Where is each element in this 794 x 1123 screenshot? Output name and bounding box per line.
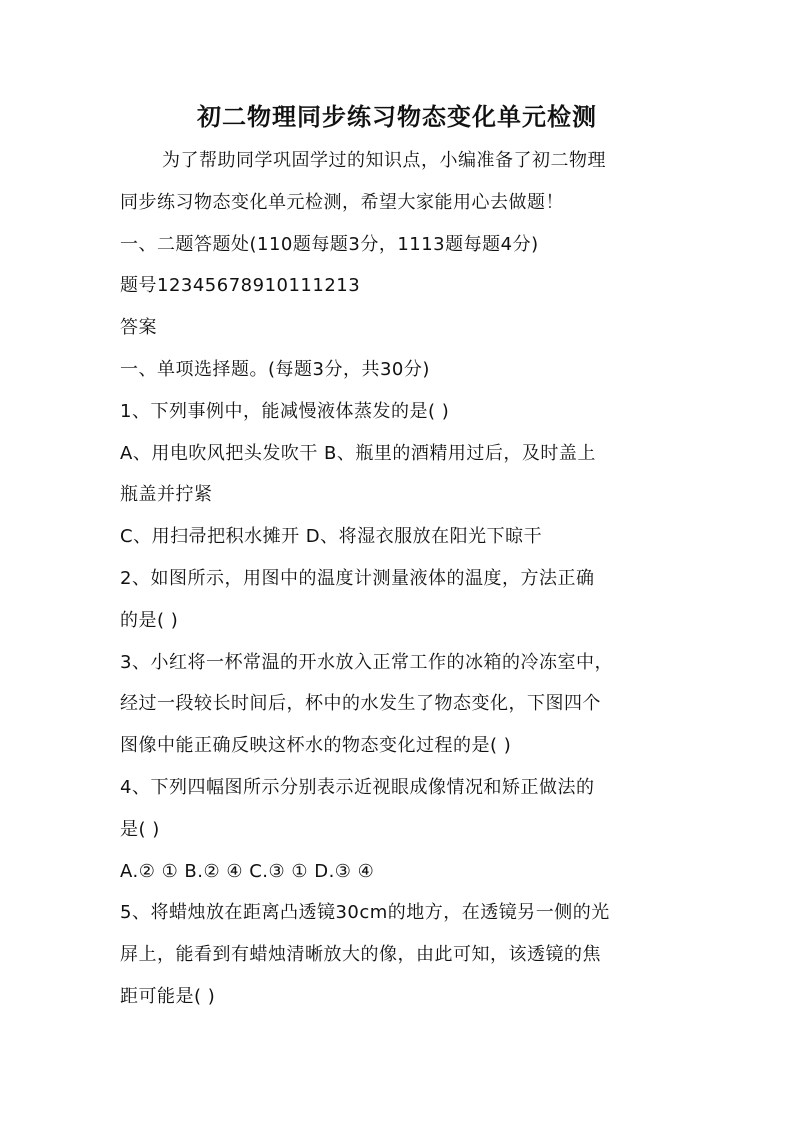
question-1-options-cd: C、用扫帚把积水摊开 D、将湿衣服放在阳光下晾干 <box>120 526 543 548</box>
answer-row-label: 答案 <box>120 317 157 339</box>
question-4-options: A.② ① B.② ④ C.③ ① D.③ ④ <box>120 860 375 882</box>
question-1: 1、下列事例中，能减慢液体蒸发的是( ) <box>120 400 450 422</box>
question-1-options-ab: A、用电吹风把头发吹干 B、瓶里的酒精用过后，及时盖上 <box>120 442 596 464</box>
question-number-row: 题号12345678910111213 <box>120 275 361 297</box>
intro-line-1: 为了帮助同学巩固学过的知识点，小编准备了初二物理 <box>162 150 606 171</box>
answer-area-heading: 一、二题答题处(110题每题3分，1113题每题4分) <box>120 233 539 255</box>
document-body <box>120 140 690 1018</box>
question-3: 3、小红将一杯常温的开水放入正常工作的冰箱的冷冻室中， <box>120 651 613 673</box>
question-5: 5、将蜡烛放在距离凸透镜30cm的地方，在透镜另一侧的光 <box>120 902 610 924</box>
question-5-cont-1: 屏上，能看到有蜡烛清晰放大的像，由此可知，该透镜的焦 <box>120 944 601 966</box>
question-4: 4、下列四幅图所示分别表示近视眼成像情况和矫正做法的 <box>120 776 595 798</box>
question-5-cont-2: 距可能是( ) <box>120 985 216 1007</box>
question-2-cont: 的是( ) <box>120 609 179 631</box>
section-heading: 一、单项选择题。(每题3分，共30分) <box>120 358 430 380</box>
question-4-cont: 是( ) <box>120 818 160 840</box>
question-3-cont-2: 图像中能正确反映这杯水的物态变化过程的是( ) <box>120 735 512 757</box>
question-1-options-b-cont: 瓶盖并拧紧 <box>120 484 213 506</box>
question-3-cont-1: 经过一段较长时间后，杯中的水发生了物态变化，下图四个 <box>120 693 601 715</box>
document-title: 初二物理同步练习物态变化单元检测 <box>197 102 597 131</box>
question-2: 2、如图所示，用图中的温度计测量液体的温度，方法正确 <box>120 567 595 589</box>
intro-line-2: 同步练习物态变化单元检测，希望大家能用心去做题！ <box>120 191 564 213</box>
